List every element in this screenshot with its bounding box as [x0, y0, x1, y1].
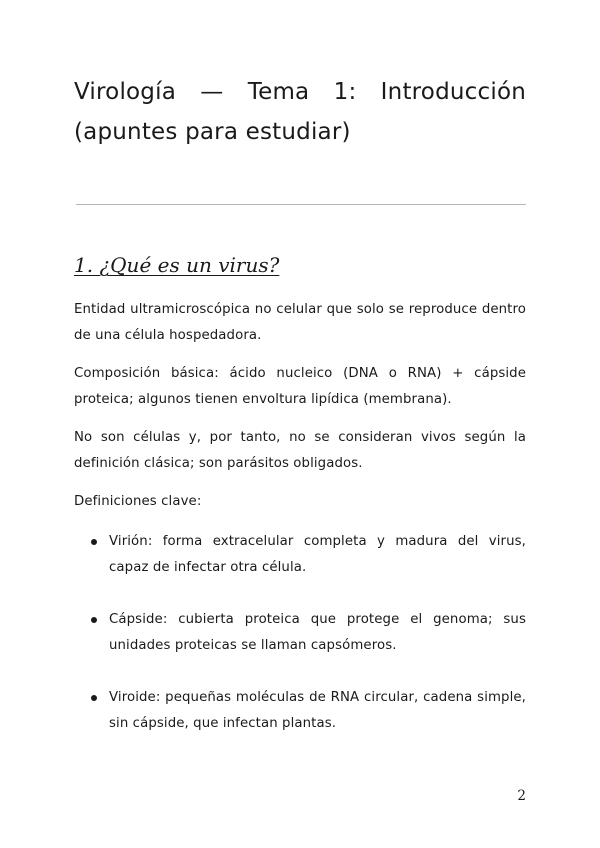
paragraph-definition: Entidad ultramicroscópica no celular que solo se reproduce dentro de una célula hospedadora.: [74, 302, 526, 343]
bullet-icon: [91, 695, 97, 701]
list-item-capside: [74, 607, 526, 659]
definition-text: Virión: forma extracelular completa y madura del virus, capaz de infectar otra célula.: [109, 534, 526, 575]
definitions-list: [74, 529, 526, 737]
section-heading: 1. ¿Qué es un virus?: [74, 253, 280, 277]
paragraph-key-definitions: Definiciones clave:: [74, 494, 202, 509]
list-item-viroide: [74, 685, 526, 737]
definition-text: Cápside: cubierta proteica que protege el genoma; sus unidades proteicas se llaman capsómeros.: [109, 612, 526, 653]
bullet-icon: [91, 617, 97, 623]
page-number: 2: [517, 788, 526, 804]
title-divider: [76, 204, 526, 205]
paragraph-composition: Composición básica: ácido nucleico (DNA o RNA) + cápside proteica; algunos tienen envoltura lipídica (membrana).: [74, 366, 526, 407]
paragraph-not-alive: No son células y, por tanto, no se consideran vivos según la definición clásica; son parásitos obligados.: [74, 430, 526, 471]
bullet-icon: [91, 539, 97, 545]
list-item-virion: [74, 529, 526, 581]
section-body: [74, 297, 526, 763]
document-title: Virología — Tema 1: Introducción (apuntes para estudiar): [74, 79, 526, 145]
definition-text: Viroide: pequeñas moléculas de RNA circular, cadena simple, sin cápside, que infectan plantas.: [109, 690, 526, 731]
